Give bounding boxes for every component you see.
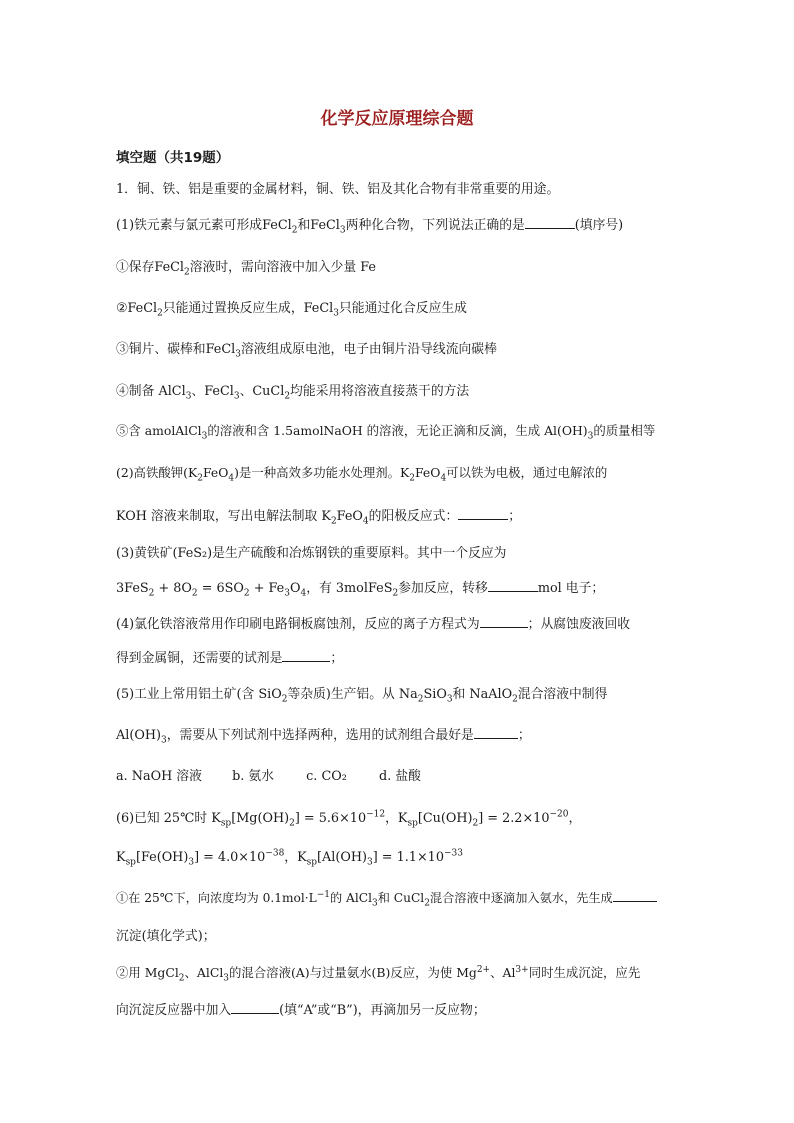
option-2: ②FeCl$_2$只能通过置换反应生成，FeCl$_3$只能通过化合反应生成 [116,301,467,319]
part-5-line-2: $Al(OH)_3$，需要从下列试剂中选择两种，选用的试剂组合最好是 ； [116,728,531,746]
part-6-question-2-cont: 向沉淀反应器中加入 (填“A”或“B”)，再滴加另一反应物； [116,1003,486,1018]
part-3-line-1: (3)黄铁矿(FeS₂)是生产硫酸和冶炼钢铁的重要原料。其中一个反应为 [116,546,507,561]
part-6-ksp-line-2: $K_{sp}[Fe(OH)_3] = 4.0\times 10^{-38}$，$K_{sp}[Al(OH)_3] = 1.1\times 10^{-33}$ [116,848,463,868]
option-d: d. 盐酸 [379,769,421,784]
option-a: a. NaOH 溶液 [116,769,202,784]
part-2-line-2: KOH 溶液来制取，写出电解法制取 $K_2FeO_4$的阳极反应式： ； [116,509,522,527]
part-6-ksp-line-1: (6)已知 25℃时 $K_{sp}[Mg(OH)_2] = 5.6\times 10^{-12}$，$K_{sp}[Cu(OH)_2] = 2.2\times 10^{-20}$， [116,809,582,829]
option-4: ④制备 AlCl$_3$、FeCl$_3$、CuCl$_2$均能采用将溶液直接蒸干的方法 [116,384,470,402]
answer-blank[interactable] [525,216,575,229]
part-6-question-1-cont: 沉淀(填化学式)； [116,929,216,944]
part-4-line-1: (4)氯化铁溶液常用作印刷电路铜板腐蚀剂，反应的离子方程式为 ；从腐蚀废液回收 [116,617,631,632]
part-2-line-1: (2)高铁酸钾$(K_2FeO_4)$是一种高效多功能水处理剂。$K_2FeO_4$可以铁为电极，通过电解浓的 [116,465,608,484]
part-1: (1)铁元素与氯元素可形成FeCl$_2$和FeCl$_3$两种化合物，下列说法正确的是 (填序号) [116,218,624,236]
answer-blank[interactable] [231,1001,279,1014]
answer-blank[interactable] [458,507,508,520]
answer-blank[interactable] [474,726,518,739]
option-b: b. 氨水 [232,769,274,784]
option-c: c. CO₂ [306,769,347,784]
option-1: ①保存FeCl$_2$溶液时，需向溶液中加入少量 Fe [116,260,376,278]
part-5-line-1: (5)工业上常用铝土矿(含 SiO$_2$等杂质)生产铝。从 $Na_2SiO_3$和 NaAlO$_2$混合溶液中制得 [116,687,608,705]
part-6-question-1: ①在 25℃下，向浓度均为 $0.1mol\cdot L^{-1}$的 AlCl$_3$和 CuCl$_2$混合溶液中逐滴加入氨水，先生成 [116,889,657,908]
answer-blank[interactable] [488,579,538,592]
part-3-equation: $3FeS_2 + 8O_2 = 6SO_2 + Fe_3O_4$，有 3molFeS$_2$参加反应，转移 mol 电子； [116,581,605,599]
option-5: ⑤含 amolAlCl$_3$的溶液和含 1.5amolNaOH 的溶液，无论正滴和反滴，生成 $Al(OH)_3$的质量相等 [116,423,656,442]
option-3: ③铜片、碳棒和FeCl$_3$溶液组成原电池，电子由铜片沿导线流向碳棒 [116,342,497,360]
answer-blank[interactable] [613,889,657,902]
answer-blank[interactable] [480,615,528,628]
page-title: 化学反应原理综合题 [320,109,474,129]
part-4-line-2: 得到金属铜，还需要的试剂是 ； [116,651,344,666]
question-intro: 1．铜、铁、铝是重要的金属材料，铜、铁、铝及其化合物有非常重要的用途。 [116,182,560,197]
part-6-question-2: ②用 MgCl$_2$、AlCl$_3$的混合溶液(A)与过量氨水(B)反应，为使 $Mg^{2+}$、$Al^{3+}$同时生成沉淀，应先 [116,964,641,984]
section-heading: 填空题（共19题） [116,150,230,166]
reagent-options [116,765,421,784]
answer-blank[interactable] [282,649,330,662]
